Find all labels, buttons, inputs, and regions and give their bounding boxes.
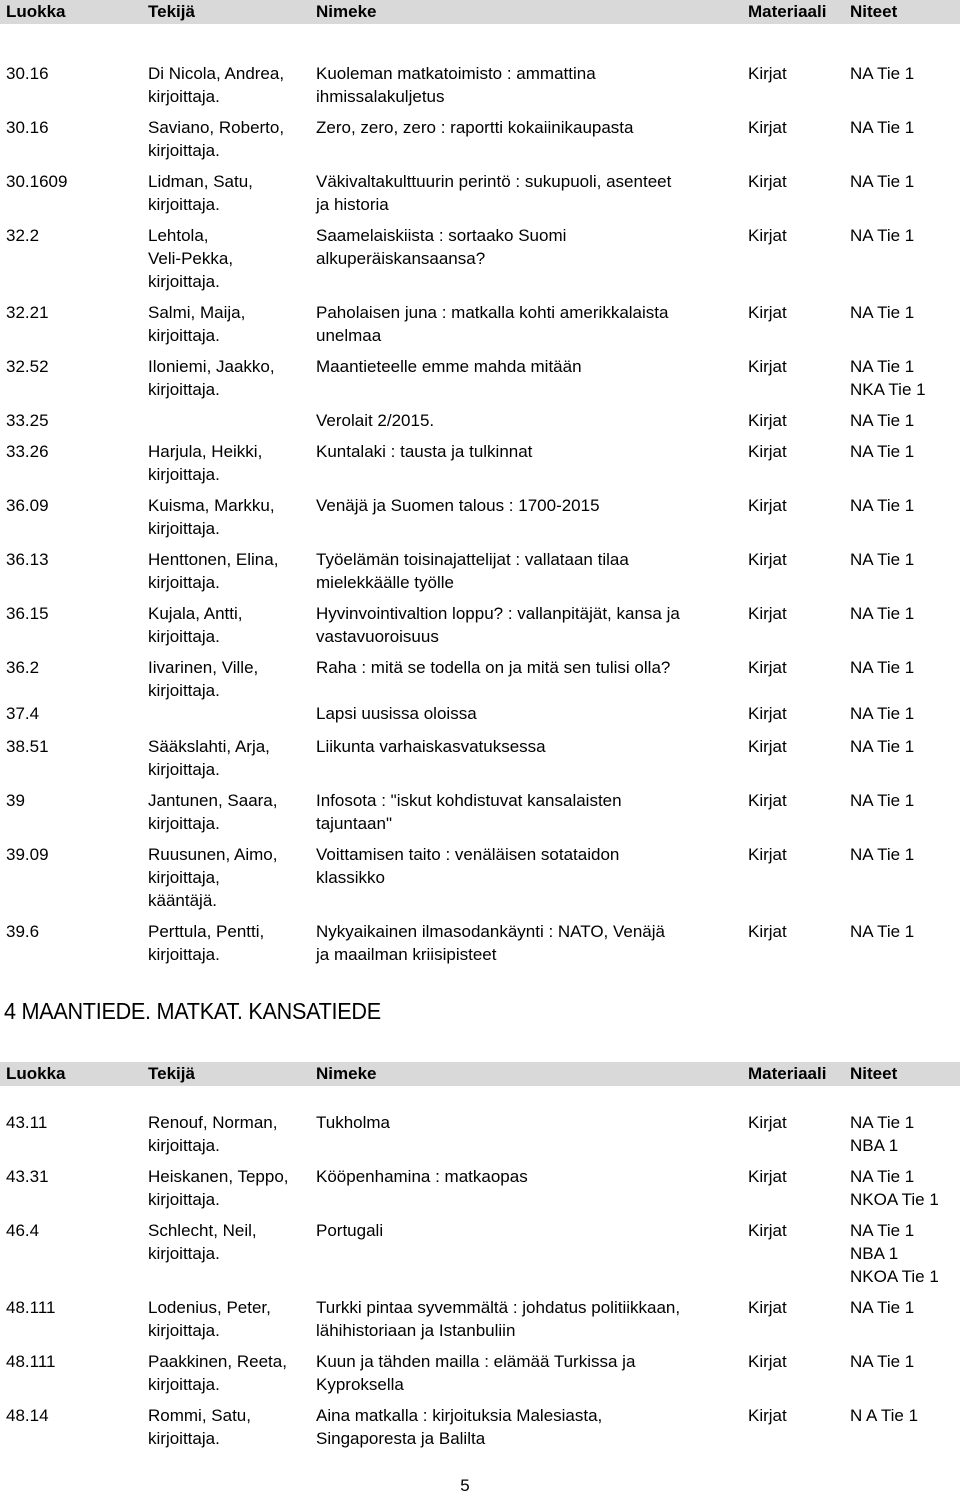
table-row [0, 224, 960, 301]
cell-niteet: NA Tie 1 [850, 550, 915, 569]
cell-niteet: N A Tie 1 [850, 1406, 919, 1425]
cell-luokka: 46.4 [6, 1221, 40, 1240]
cell-nimeke: Kööpenhamina : matkaopas [316, 1167, 528, 1186]
cell-materiaali: Kirjat [748, 1221, 787, 1240]
cell-materiaali: Kirjat [748, 357, 787, 376]
header-nimeke: Nimeke [316, 1064, 377, 1083]
cell-materiaali: Kirjat [748, 845, 787, 864]
cell-niteet: NA Tie 1 [850, 64, 915, 83]
table-row [0, 440, 960, 494]
cell-niteet: NA Tie 1 NBA 1 NKOA Tie 1 [850, 1221, 939, 1286]
header-tekija: Tekijä [148, 2, 195, 21]
cell-nimeke: Lapsi uusissa oloissa [316, 704, 477, 723]
cell-tekija: Di Nicola, Andrea, kirjoittaja. [148, 64, 285, 106]
table-row [0, 789, 960, 843]
cell-nimeke: Työelämän toisinajattelijat : vallataan tilaa mielekkäälle työlle [316, 550, 629, 592]
cell-tekija: Heiskanen, Teppo, kirjoittaja. [148, 1167, 289, 1209]
table-row [0, 1219, 960, 1296]
cell-nimeke: Zero, zero, zero : raportti kokaiinikaupasta [316, 118, 634, 137]
header-luokka: Luokka [6, 1064, 66, 1083]
cell-nimeke: Paholaisen juna : matkalla kohti amerikkalaista unelmaa [316, 303, 669, 345]
table-row [0, 656, 960, 702]
cell-luokka: 36.13 [6, 550, 49, 569]
cell-niteet: NA Tie 1 [850, 791, 915, 810]
cell-nimeke: Liikunta varhaiskasvatuksessa [316, 737, 546, 756]
cell-materiaali: Kirjat [748, 303, 787, 322]
cell-niteet: NA Tie 1 [850, 172, 915, 191]
cell-niteet: NA Tie 1 [850, 226, 915, 245]
cell-nimeke: Maantieteelle emme mahda mitään [316, 357, 582, 376]
cell-materiaali: Kirjat [748, 118, 787, 137]
cell-tekija: Sääkslahti, Arja, kirjoittaja. [148, 737, 270, 779]
table-header-2 [0, 1062, 960, 1086]
cell-niteet: NA Tie 1 [850, 1298, 915, 1317]
cell-nimeke: Verolait 2/2015. [316, 411, 435, 430]
cell-nimeke: Saamelaiskiista : sortaako Suomi alkuperäiskansaansa? [316, 226, 567, 268]
table-row [0, 116, 960, 170]
table-row [0, 1111, 960, 1165]
cell-niteet: NA Tie 1 [850, 442, 915, 461]
cell-luokka: 38.51 [6, 737, 49, 756]
table-row [0, 920, 960, 974]
cell-luokka: 32.52 [6, 357, 49, 376]
cell-luokka: 36.09 [6, 496, 49, 515]
cell-luokka: 36.15 [6, 604, 49, 623]
cell-materiaali: Kirjat [748, 442, 787, 461]
cell-nimeke: Turkki pintaa syvemmältä : johdatus politiikkaan, lähihistoriaan ja Istanbuliin [316, 1298, 681, 1340]
cell-nimeke: Kuntalaki : tausta ja tulkinnat [316, 442, 533, 461]
cell-niteet: NA Tie 1 [850, 496, 915, 515]
cell-niteet: NA Tie 1 [850, 303, 915, 322]
cell-materiaali: Kirjat [748, 1167, 787, 1186]
cell-tekija: Henttonen, Elina, kirjoittaja. [148, 550, 279, 592]
cell-tekija: Lidman, Satu, kirjoittaja. [148, 172, 253, 214]
cell-tekija: Salmi, Maija, kirjoittaja. [148, 303, 246, 345]
cell-materiaali: Kirjat [748, 550, 787, 569]
cell-luokka: 48.14 [6, 1406, 49, 1425]
cell-materiaali: Kirjat [748, 64, 787, 83]
header-nimeke: Nimeke [316, 2, 377, 21]
cell-luokka: 39.09 [6, 845, 49, 864]
cell-tekija: Iloniemi, Jaakko, kirjoittaja. [148, 357, 275, 399]
cell-nimeke: Venäjä ja Suomen talous : 1700-2015 [316, 496, 600, 515]
table-row [0, 843, 960, 920]
cell-nimeke: Portugali [316, 1221, 384, 1240]
cell-luokka: 33.25 [6, 411, 49, 430]
cell-tekija: Kuisma, Markku, kirjoittaja. [148, 496, 275, 538]
table-row [0, 170, 960, 224]
table-row [0, 355, 960, 409]
cell-tekija: Paakkinen, Reeta, kirjoittaja. [148, 1352, 287, 1394]
cell-nimeke: Kuoleman matkatoimisto : ammattina ihmissalakuljetus [316, 64, 596, 106]
table-header [0, 0, 960, 24]
cell-nimeke: Nykyaikainen ilmasodankäynti : NATO, Venäjä ja maailman kriisipisteet [316, 922, 665, 964]
cell-tekija: Iivarinen, Ville, kirjoittaja. [148, 658, 259, 700]
header-materiaali: Materiaali [748, 2, 827, 21]
cell-nimeke: Infosota : "iskut kohdistuvat kansalaisten tajuntaan" [316, 791, 622, 833]
cell-niteet: NA Tie 1 [850, 604, 915, 623]
cell-tekija: Kujala, Antti, kirjoittaja. [148, 604, 243, 646]
table-row [0, 548, 960, 602]
cell-luokka: 32.21 [6, 303, 49, 322]
cell-materiaali: Kirjat [748, 1352, 787, 1371]
header-niteet: Niteet [850, 1064, 898, 1083]
cell-niteet: NA Tie 1 NBA 1 [850, 1113, 915, 1155]
cell-nimeke: Voittamisen taito : venäläisen sotataidon klassikko [316, 845, 620, 887]
table-row [0, 301, 960, 355]
cell-niteet: NA Tie 1 [850, 737, 915, 756]
cell-niteet: NA Tie 1 NKOA Tie 1 [850, 1167, 939, 1209]
cell-tekija: Harjula, Heikki, kirjoittaja. [148, 442, 263, 484]
cell-materiaali: Kirjat [748, 1298, 787, 1317]
cell-materiaali: Kirjat [748, 411, 787, 430]
cell-materiaali: Kirjat [748, 604, 787, 623]
cell-nimeke: Aina matkalla : kirjoituksia Malesiasta, Singaporesta ja Balilta [316, 1406, 603, 1448]
cell-luokka: 32.2 [6, 226, 40, 245]
cell-materiaali: Kirjat [748, 658, 787, 677]
table-row [0, 1165, 960, 1219]
section-heading: 4 MAANTIEDE. MATKAT. KANSATIEDE [4, 998, 381, 1024]
cell-niteet: NA Tie 1 [850, 118, 915, 137]
table-row [0, 1296, 960, 1350]
header-materiaali: Materiaali [748, 1064, 827, 1083]
cell-tekija: Saviano, Roberto, kirjoittaja. [148, 118, 285, 160]
cell-nimeke: Hyvinvointivaltion loppu? : vallanpitäjät, kansa ja vastavuoroisuus [316, 604, 680, 646]
cell-niteet: NA Tie 1 [850, 922, 915, 941]
cell-materiaali: Kirjat [748, 737, 787, 756]
cell-nimeke: Tukholma [316, 1113, 391, 1132]
cell-luokka: 30.16 [6, 118, 49, 137]
cell-niteet: NA Tie 1 [850, 845, 915, 864]
cell-nimeke: Väkivaltakulttuurin perintö : sukupuoli, asenteet ja historia [316, 172, 672, 214]
table-row [0, 1404, 960, 1458]
table-body-2 [0, 1111, 960, 1458]
cell-luokka: 43.11 [6, 1113, 48, 1132]
cell-materiaali: Kirjat [748, 226, 787, 245]
table-row [0, 735, 960, 789]
table-row [0, 1350, 960, 1404]
table-row [0, 702, 960, 735]
cell-luokka: 30.1609 [6, 172, 68, 191]
cell-luokka: 33.26 [6, 442, 49, 461]
cell-tekija: Lodenius, Peter, kirjoittaja. [148, 1298, 271, 1340]
cell-luokka: 39.6 [6, 922, 40, 941]
cell-tekija: Schlecht, Neil, kirjoittaja. [148, 1221, 257, 1263]
table-row [0, 602, 960, 656]
cell-materiaali: Kirjat [748, 172, 787, 191]
header-tekija: Tekijä [148, 1064, 195, 1083]
cell-tekija: Ruusunen, Aimo, kirjoittaja, kääntäjä. [148, 845, 278, 910]
header-niteet: Niteet [850, 2, 898, 21]
table-row [0, 409, 960, 440]
cell-niteet: NA Tie 1 [850, 658, 915, 677]
cell-luokka: 43.31 [6, 1167, 49, 1186]
table-body-1 [0, 62, 960, 974]
cell-luokka: 36.2 [6, 658, 40, 677]
cell-luokka: 30.16 [6, 64, 49, 83]
cell-tekija: Renouf, Norman, kirjoittaja. [148, 1113, 278, 1155]
cell-niteet: NA Tie 1 [850, 411, 915, 430]
cell-nimeke: Kuun ja tähden mailla : elämää Turkissa ja Kyproksella [316, 1352, 636, 1394]
header-luokka: Luokka [6, 2, 66, 21]
cell-materiaali: Kirjat [748, 1113, 787, 1132]
cell-niteet: NA Tie 1 NKA Tie 1 [850, 357, 926, 399]
cell-nimeke: Raha : mitä se todella on ja mitä sen tulisi olla? [316, 658, 671, 677]
cell-luokka: 39 [6, 791, 25, 810]
cell-materiaali: Kirjat [748, 1406, 787, 1425]
cell-materiaali: Kirjat [748, 791, 787, 810]
cell-materiaali: Kirjat [748, 496, 787, 515]
cell-luokka: 48.111 [6, 1298, 56, 1317]
cell-luokka: 37.4 [6, 704, 40, 723]
cell-niteet: NA Tie 1 [850, 1352, 915, 1371]
cell-tekija: Rommi, Satu, kirjoittaja. [148, 1406, 251, 1448]
cell-materiaali: Kirjat [748, 922, 787, 941]
page-number: 5 [460, 1476, 470, 1495]
table-row [0, 494, 960, 548]
cell-tekija: Jantunen, Saara, kirjoittaja. [148, 791, 278, 833]
cell-niteet: NA Tie 1 [850, 704, 915, 723]
cell-tekija: Lehtola, Veli-Pekka, kirjoittaja. [148, 226, 234, 291]
cell-luokka: 48.111 [6, 1352, 56, 1371]
cell-tekija: Perttula, Pentti, kirjoittaja. [148, 922, 265, 964]
cell-materiaali: Kirjat [748, 704, 787, 723]
table-row [0, 62, 960, 116]
